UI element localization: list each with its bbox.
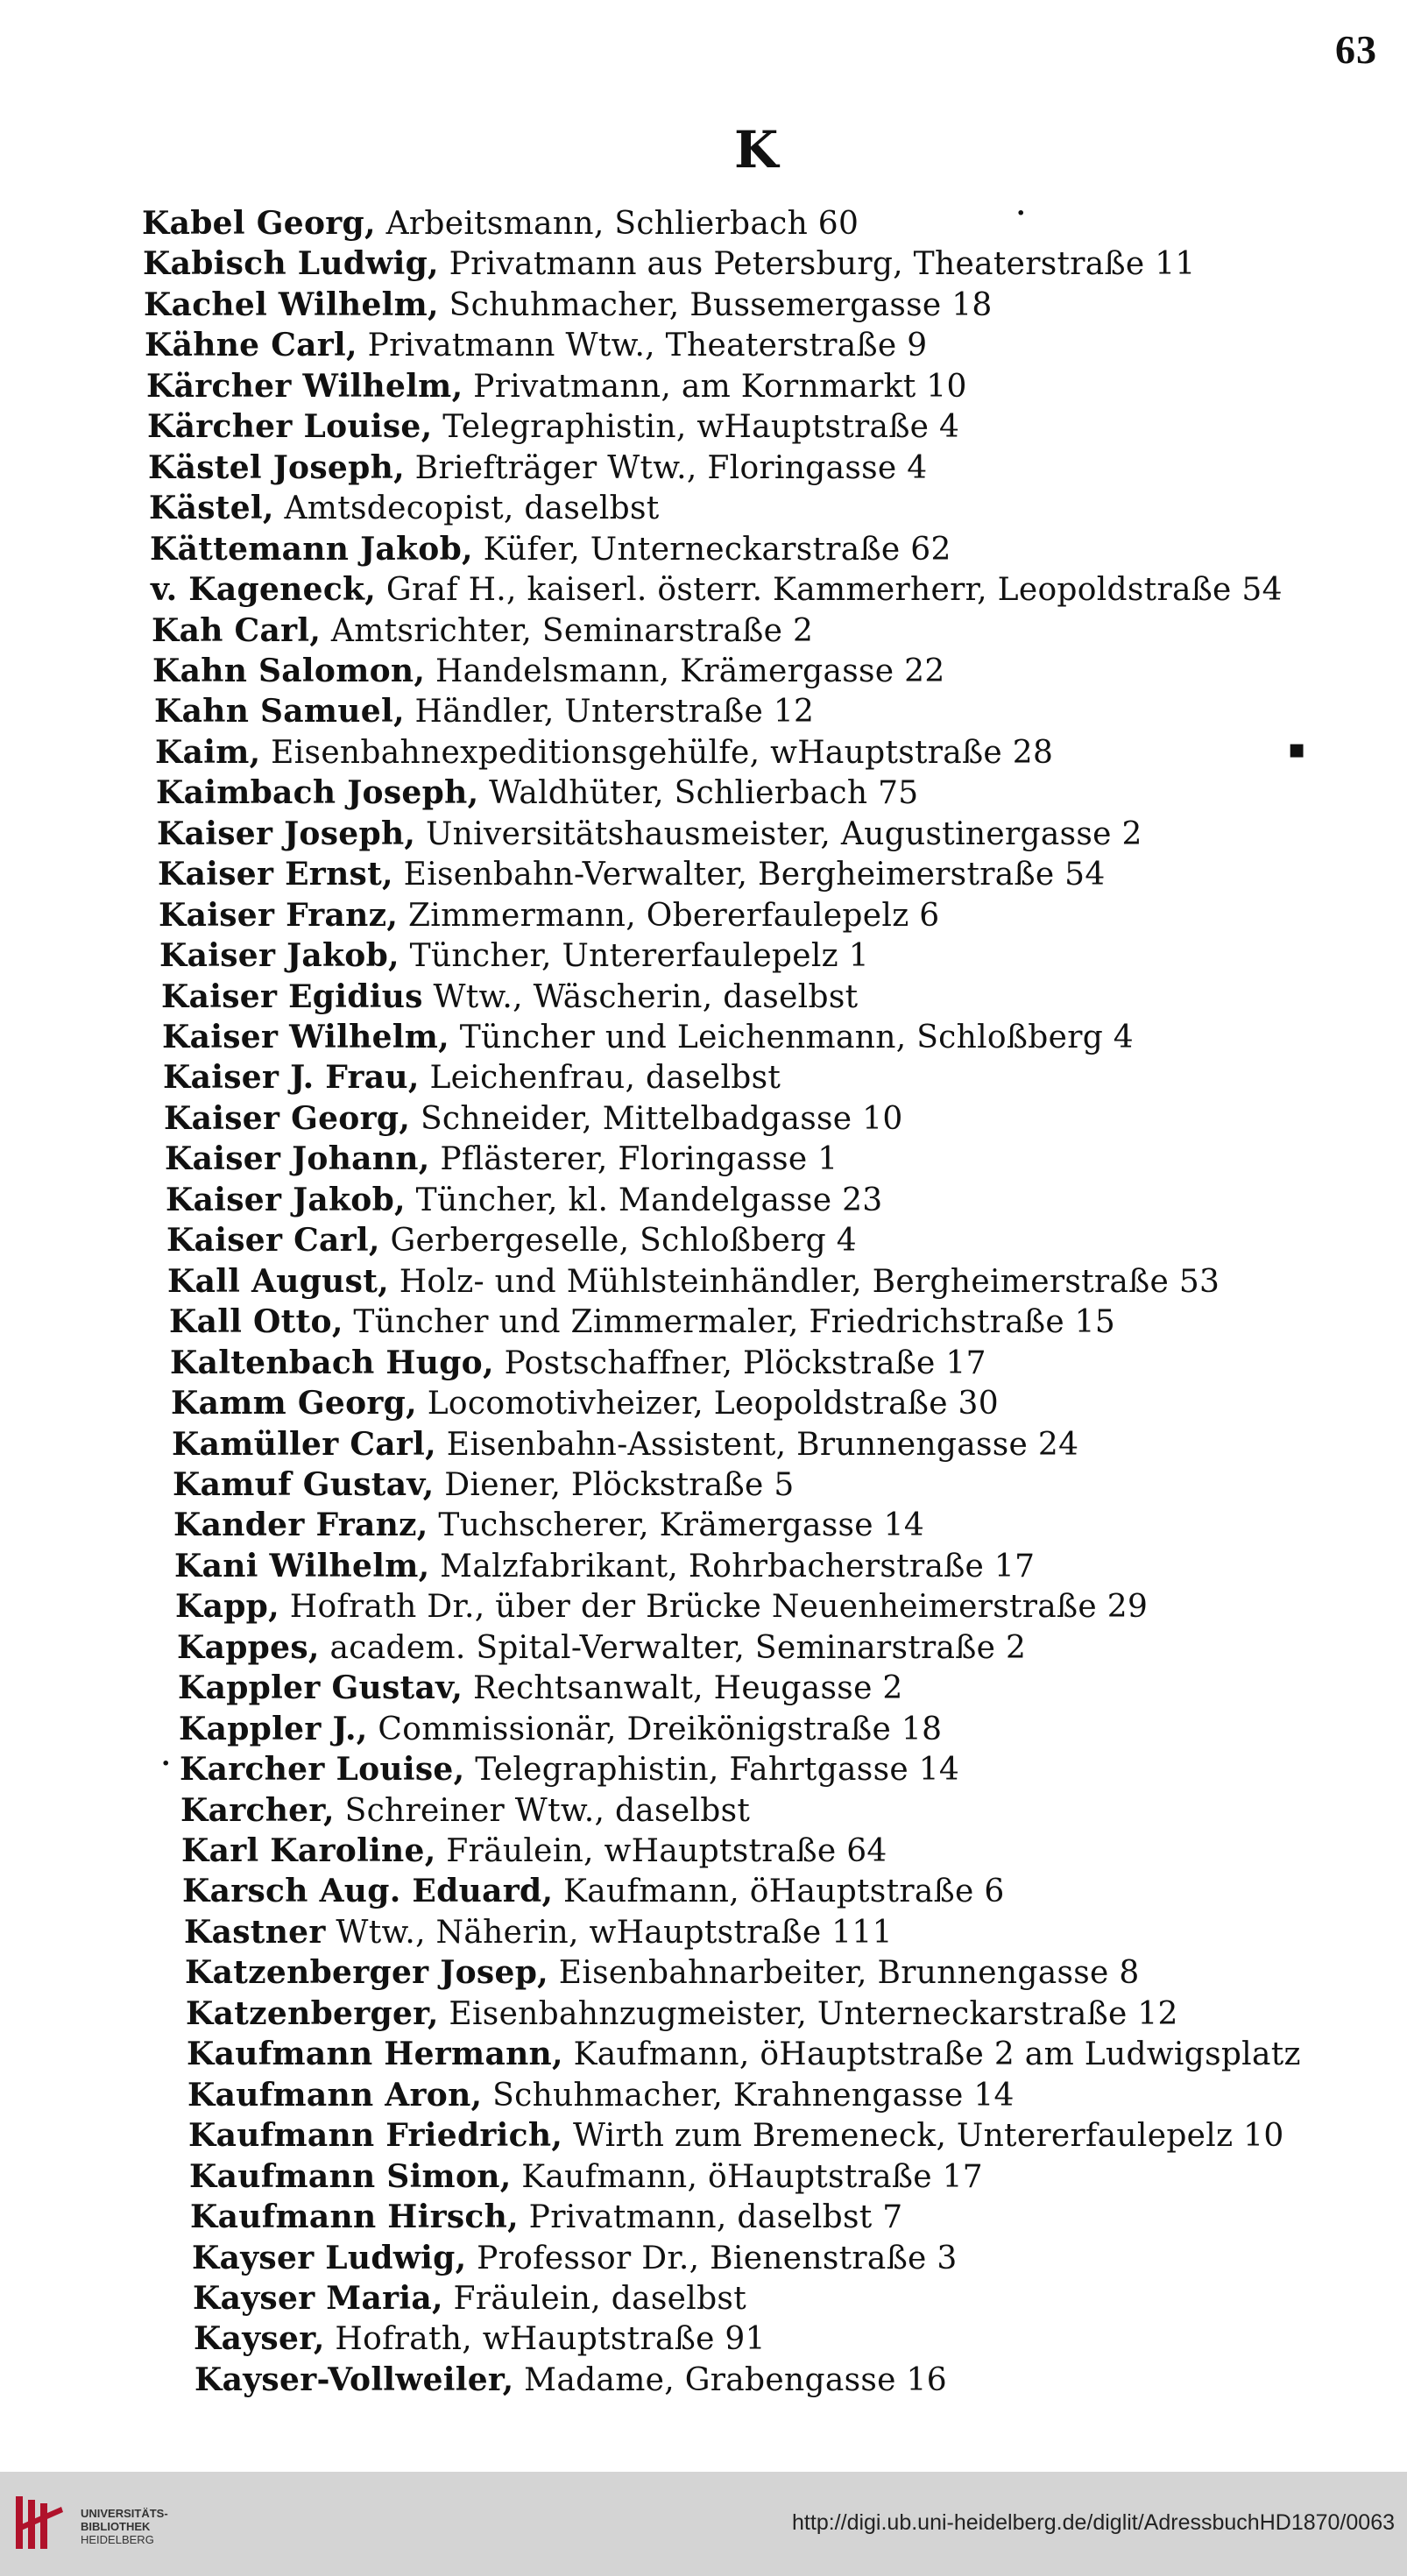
directory-entry xyxy=(156,773,919,814)
entry-details: Hofrath Dr., über der Brücke Neuenheimerstraße 29 xyxy=(279,1589,1149,1625)
entry-details: Wtw., Wäscherin, daselbst xyxy=(422,979,859,1015)
entry-details: Kaufmann, öHauptstraße 2 am Ludwigsplatz xyxy=(562,2036,1301,2072)
logo-line: UNIVERSITÄTS- xyxy=(81,2507,168,2520)
logo-line: HEIDELBERG xyxy=(81,2533,154,2546)
entry-details: Privatmann aus Petersburg, Theaterstraße 11 xyxy=(438,246,1196,282)
entry-details: Briefträger Wtw., Floringasse 4 xyxy=(404,450,928,486)
entry-details: Fräulein, daselbst xyxy=(442,2281,746,2317)
entry-name: Kabisch Ludwig, xyxy=(143,245,439,282)
directory-entry xyxy=(159,935,869,977)
entry-name: Kahn Samuel, xyxy=(154,693,405,730)
entry-name: Katzenberger Josep, xyxy=(185,1954,549,1991)
logo-line: BIBLIOTHEK xyxy=(81,2520,151,2533)
entry-details: Telegraphistin, Fahrtgasse 14 xyxy=(464,1752,960,1788)
entry-name: v. Kageneck, xyxy=(151,571,377,608)
directory-entry xyxy=(178,1668,903,1709)
entry-name: Kahn Salomon, xyxy=(152,653,426,689)
entry-name: Kättemann Jakob, xyxy=(150,531,473,568)
directory-entry xyxy=(186,1994,1178,2035)
directory-entry xyxy=(149,488,660,529)
entry-name: Kastner xyxy=(184,1914,326,1951)
directory-entry xyxy=(157,814,1142,855)
entry-details: Madame, Grabengasse 16 xyxy=(513,2362,947,2398)
page-number: 63 xyxy=(1335,27,1377,72)
directory-entry xyxy=(172,1424,1078,1465)
entry-name: Kamuf Gustav, xyxy=(173,1466,435,1503)
directory-entry xyxy=(190,2197,903,2238)
entry-details: Malzfabrikant, Rohrbacherstraße 17 xyxy=(429,1549,1036,1584)
library-logo[interactable] xyxy=(12,2484,205,2563)
library-logo-icon xyxy=(12,2491,70,2556)
directory-entry xyxy=(166,1180,883,1221)
entry-name: Kachel Wilhelm, xyxy=(144,286,439,323)
entry-name: Kaufmann Aron, xyxy=(187,2077,483,2114)
margin-dot: ▪ xyxy=(1288,734,1306,765)
entry-name: Kamüller Carl, xyxy=(172,1426,436,1463)
entry-details: Eisenbahnexpeditionsgehülfe, wHauptstraße 28 xyxy=(260,735,1054,771)
entry-name: Kaimbach Joseph, xyxy=(156,774,479,811)
entry-name: Kani Wilhelm, xyxy=(174,1548,430,1584)
entry-name: Kaiser Johann, xyxy=(165,1140,430,1177)
entry-details: Schuhmacher, Bussemergasse 18 xyxy=(438,287,993,323)
entry-name: Karcher, xyxy=(180,1792,335,1829)
entry-details: Gerbergeselle, Schloßberg 4 xyxy=(379,1223,857,1259)
entry-details: Kaufmann, öHauptstraße 17 xyxy=(511,2159,983,2195)
entry-name: Kabel Georg, xyxy=(142,205,376,242)
entry-details: Professor Dr., Bienenstraße 3 xyxy=(466,2241,958,2276)
entry-details: Schreiner Wtw., daselbst xyxy=(334,1793,751,1829)
entry-name: Kappler J., xyxy=(179,1711,368,1747)
directory-entry xyxy=(165,1139,838,1180)
entry-name: Kaufmann Hirsch, xyxy=(190,2198,519,2235)
directory-entry xyxy=(148,448,927,489)
entry-details: Arbeitsmann, Schlierbach 60 xyxy=(375,206,859,242)
entry-name: Kaufmann Simon, xyxy=(189,2158,512,2195)
directory-entry xyxy=(166,1220,857,1261)
entry-name: Kayser Ludwig, xyxy=(192,2240,467,2276)
entry-name: Kaiser J. Frau, xyxy=(163,1059,420,1096)
entry-details: Diener, Plöckstraße 5 xyxy=(434,1467,795,1503)
section-letter: K xyxy=(734,120,779,180)
entry-name: Kästel, xyxy=(149,490,274,526)
entry-name: Kästel Joseph, xyxy=(148,449,405,486)
margin-dot: · xyxy=(1016,198,1026,229)
margin-dot: · xyxy=(161,1748,171,1779)
directory-entry xyxy=(170,1343,986,1384)
directory-entry xyxy=(162,1017,1134,1058)
entry-name: Kaim, xyxy=(155,734,261,771)
directory-entry xyxy=(181,1831,887,1872)
entry-details: Eisenbahnarbeiter, Brunnengasse 8 xyxy=(548,1955,1140,1991)
entry-details: Locomotivheizer, Leopoldstraße 30 xyxy=(416,1386,999,1422)
entry-name: Kaiser Ernst, xyxy=(158,856,393,893)
directory-entry xyxy=(175,1586,1148,1627)
directory-entry xyxy=(192,2238,958,2279)
entry-name: Kappler Gustav, xyxy=(178,1669,463,1706)
entry-name: Kah Carl, xyxy=(152,612,322,649)
directory-entry xyxy=(180,1749,959,1790)
directory-entry xyxy=(146,366,967,407)
entry-details: Amtsrichter, Seminarstraße 2 xyxy=(321,613,814,649)
entry-details: Graf H., kaiserl. österr. Kammerherr, Leopoldstraße 54 xyxy=(376,572,1283,608)
entry-name: Kaiser Georg, xyxy=(164,1100,411,1137)
entry-details: Tüncher, Untererfaulepelz 1 xyxy=(399,938,869,974)
directory-entry xyxy=(173,1505,924,1546)
entry-details: Eisenbahn-Verwalter, Bergheimerstraße 54 xyxy=(392,857,1106,893)
entry-name: Kander Franz, xyxy=(173,1507,428,1543)
entry-details: Pflästerer, Floringasse 1 xyxy=(429,1141,838,1177)
entry-details: Hofrath, wHauptstraße 91 xyxy=(324,2321,766,2357)
entry-name: Kaiser Franz, xyxy=(159,897,399,934)
entry-name: Kayser Maria, xyxy=(193,2280,443,2317)
directory-entry xyxy=(151,569,1283,610)
entry-name: Kapp, xyxy=(175,1588,279,1625)
entry-details: Tüncher und Leichenmann, Schloßberg 4 xyxy=(449,1020,1135,1055)
entry-details: Telegraphistin, wHauptstraße 4 xyxy=(432,409,960,445)
entry-name: Kaiser Carl, xyxy=(166,1222,380,1259)
entry-name: Kayser-Vollweiler, xyxy=(194,2361,514,2398)
directory-entry xyxy=(179,1709,942,1750)
entry-details: Privatmann Wtw., Theaterstraße 9 xyxy=(357,328,928,363)
directory-entry xyxy=(173,1464,795,1506)
directory-entry xyxy=(167,1261,1220,1302)
source-url-link[interactable]: http://digi.ub.uni-heidelberg.de/diglit/AdressbuchHD1870/0063 xyxy=(792,2510,1395,2535)
directory-entry xyxy=(143,243,1196,285)
entry-details: Waldhüter, Schlierbach 75 xyxy=(478,775,919,811)
entry-details: Universitätshausmeister, Augustinergasse 2 xyxy=(415,816,1142,852)
directory-entry xyxy=(194,2360,947,2401)
directory-entry xyxy=(164,1098,903,1140)
footer-bar xyxy=(0,2472,1407,2576)
directory-entry xyxy=(184,1912,893,1953)
directory-entry xyxy=(145,325,927,366)
directory-entry xyxy=(180,1790,750,1831)
entry-name: Kaufmann Friedrich, xyxy=(188,2117,563,2154)
directory-entry xyxy=(188,2115,1284,2156)
entry-name: Kärcher Louise, xyxy=(147,408,433,445)
directory-entry xyxy=(193,2278,746,2319)
directory-entry xyxy=(144,285,993,326)
entry-details: Amtsdecopist, daselbst xyxy=(273,490,660,526)
directory-entry xyxy=(189,2156,983,2198)
directory-entry xyxy=(187,2034,1301,2075)
entry-name: Kall Otto, xyxy=(169,1303,343,1340)
entry-name: Katzenberger, xyxy=(186,1995,439,2032)
directory-entry xyxy=(169,1302,1115,1343)
entry-name: Kaufmann Hermann, xyxy=(187,2036,563,2072)
entry-details: Küfer, Unterneckarstraße 62 xyxy=(472,532,951,568)
entry-details: Schneider, Mittelbadgasse 10 xyxy=(410,1101,903,1137)
entry-name: Kaiser Jakob, xyxy=(166,1182,406,1218)
directory-entry xyxy=(159,895,939,936)
entry-details: Leichenfrau, daselbst xyxy=(419,1060,781,1096)
entry-name: Kaiser Jakob, xyxy=(159,937,399,974)
directory-entry xyxy=(185,1952,1140,1994)
directory-entry xyxy=(161,977,858,1018)
entry-details: Zimmermann, Obererfaulepelz 6 xyxy=(398,898,940,934)
entry-details: Handelsmann, Krämergasse 22 xyxy=(425,653,945,689)
entry-details: academ. Spital-Verwalter, Seminarstraße 2 xyxy=(319,1630,1027,1666)
entry-details: Tüncher, kl. Mandelgasse 23 xyxy=(405,1182,883,1218)
entry-details: Eisenbahn-Assistent, Brunnengasse 24 xyxy=(436,1427,1079,1463)
directory-entry xyxy=(182,1871,1005,1912)
directory-entry xyxy=(150,529,951,570)
entry-details: Schuhmacher, Krahnengasse 14 xyxy=(482,2078,1015,2114)
entry-name: Kaiser Joseph, xyxy=(157,815,416,852)
entry-name: Kaltenbach Hugo, xyxy=(170,1344,494,1381)
entry-details: Wtw., Näherin, wHauptstraße 111 xyxy=(325,1915,893,1951)
entry-name: Karcher Louise, xyxy=(180,1751,465,1788)
entry-details: Eisenbahnzugmeister, Unterneckarstraße 12 xyxy=(438,1996,1178,2032)
entry-name: Kaiser Egidius xyxy=(161,978,423,1015)
entry-name: Kärcher Wilhelm, xyxy=(146,368,463,405)
entry-details: Kaufmann, öHauptstraße 6 xyxy=(553,1874,1005,1909)
entry-name: Kappes, xyxy=(177,1629,320,1666)
entry-details: Wirth zum Bremeneck, Untererfaulepelz 10 xyxy=(562,2118,1284,2154)
entry-name: Karsch Aug. Eduard, xyxy=(182,1873,554,1909)
directory-entry xyxy=(187,2075,1015,2116)
entry-details: Postschaffner, Plöckstraße 17 xyxy=(493,1345,986,1381)
entry-details: Fräulein, wHauptstraße 64 xyxy=(435,1833,887,1869)
directory-entry xyxy=(155,732,1053,773)
entry-name: Kähne Carl, xyxy=(145,327,357,363)
entry-details: Commissionär, Dreikönigstraße 18 xyxy=(367,1711,943,1747)
directory-entry xyxy=(158,854,1106,895)
entry-name: Kayser, xyxy=(194,2320,325,2357)
entry-details: Händler, Unterstraße 12 xyxy=(404,694,815,730)
entry-details: Privatmann, am Kornmarkt 10 xyxy=(463,369,967,405)
directory-entry xyxy=(152,651,945,692)
entry-name: Kall August, xyxy=(167,1263,389,1300)
directory-entry xyxy=(177,1627,1026,1669)
entry-details: Privatmann, daselbst 7 xyxy=(518,2199,903,2235)
entry-details: Rechtsanwalt, Heugasse 2 xyxy=(463,1670,903,1706)
directory-entry xyxy=(174,1546,1035,1587)
directory-entry xyxy=(154,691,814,732)
entry-details: Holz- und Mühlsteinhändler, Bergheimerstraße 53 xyxy=(388,1264,1220,1300)
entry-name: Kamm Georg, xyxy=(171,1385,417,1422)
entry-name: Kaiser Wilhelm, xyxy=(162,1019,449,1055)
directory-entry xyxy=(171,1383,999,1424)
entry-details: Tuchscherer, Krämergasse 14 xyxy=(428,1507,925,1543)
directory-entry xyxy=(194,2318,766,2360)
directory-entry xyxy=(142,203,859,244)
directory-entry xyxy=(163,1057,781,1098)
directory-entry xyxy=(147,406,959,448)
entry-name: Karl Karoline, xyxy=(181,1832,436,1869)
directory-entry xyxy=(152,610,813,652)
entry-details: Tüncher und Zimmermaler, Friedrichstraße 15 xyxy=(343,1304,1116,1340)
